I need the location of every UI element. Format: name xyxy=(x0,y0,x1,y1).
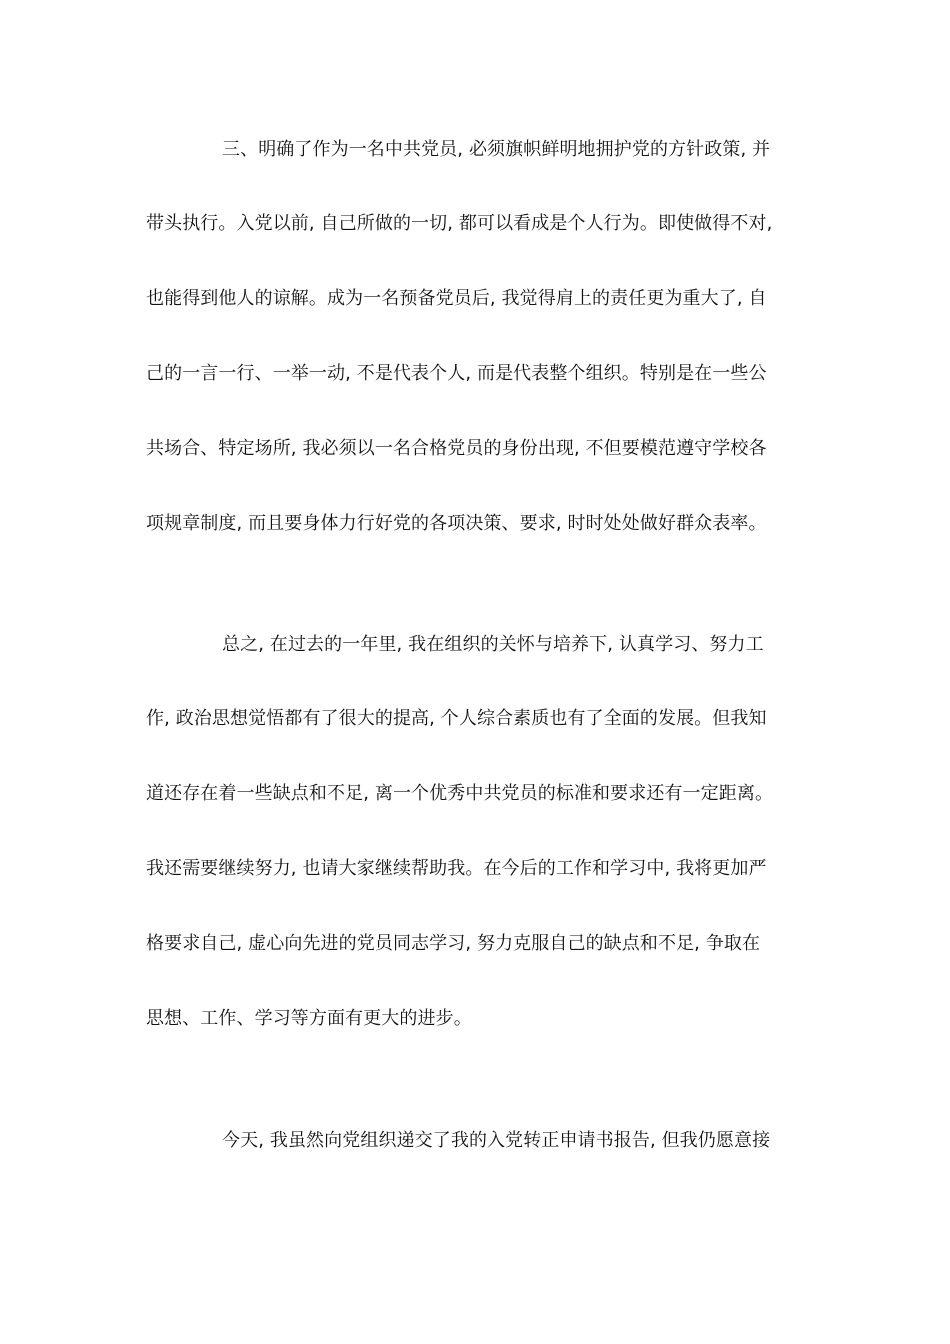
paragraph-3-line-1: 今天, 我虽然向党组织递交了我的入党转正申请书报告, 但我仍愿意接 xyxy=(222,1130,771,1151)
paragraph-1-line-5: 共场合、特定场所, 我必须以一名合格党员的身份出现, 不但要模范遵守学校各 xyxy=(146,438,767,459)
paragraph-2-line-3: 道还存在着一些缺点和不足, 离一个优秀中共党员的标准和要求还有一定距离。 xyxy=(146,783,774,804)
paragraph-2-line-6: 思想、工作、学习等方面有更大的进步。 xyxy=(146,1008,472,1029)
paragraph-2-line-2: 作, 政治思想觉悟都有了很大的提高, 个人综合素质也有了全面的发展。但我知 xyxy=(146,708,767,729)
paragraph-2-line-1: 总之, 在过去的一年里, 我在组织的关怀与培养下, 认真学习、努力工 xyxy=(222,634,764,655)
paragraph-2-line-5: 格要求自己, 虚心向先进的党员同志学习, 努力克服自己的缺点和不足, 争取在 xyxy=(146,933,761,954)
paragraph-1-line-3: 也能得到他人的谅解。成为一名预备党员后, 我觉得肩上的责任更为重大了, 自 xyxy=(146,288,767,309)
paragraph-1-line-2: 带头执行。入党以前, 自己所做的一切, 都可以看成是个人行为。即使做得不对, xyxy=(146,213,773,234)
paragraph-1-line-4: 己的一言一行、一举一动, 不是代表个人, 而是代表整个组织。特别是在一些公 xyxy=(146,363,767,384)
paragraph-1-line-1: 三、明确了作为一名中共党员, 必须旗帜鲜明地拥护党的方针政策, 并 xyxy=(222,139,771,160)
paragraph-1-line-6: 项规章制度, 而且要身体力行好党的各项决策、要求, 时时处处做好群众表率。 xyxy=(146,513,767,534)
paragraph-2-line-4: 我还需要继续努力, 也请大家继续帮助我。在今后的工作和学习中, 我将更加严 xyxy=(146,858,767,879)
